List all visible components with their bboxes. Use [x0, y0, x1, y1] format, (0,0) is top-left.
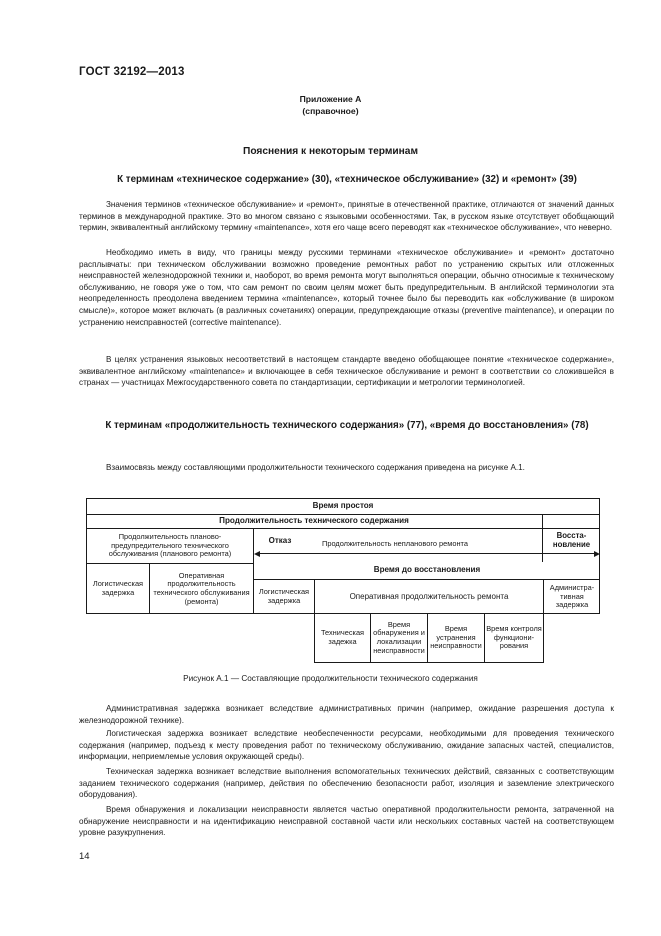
paragraph-4: Взаимосвязь между составляющими продолжительности технического содержания приведена на рисунке А.1. — [106, 463, 525, 472]
logistic-delay-2-cell: Логистическая задержка — [258, 587, 310, 605]
restoration-label: Восста-новление — [552, 531, 591, 549]
failure-arrow-icon — [254, 551, 260, 557]
operative-planned-cell: Оперативная продолжительность технического обслуживания (ремонта) — [153, 570, 250, 606]
failure-label: Отказ — [268, 535, 292, 545]
repair-time-cell: Время устранения неисправности — [430, 623, 482, 651]
paragraph-1: Значения терминов «техническое обслуживание» и «ремонт», принятые в отечественной практике, отличаются от значений данных терминов в международной практике. Это во многом связано с языковыми особенностями. Так, в русском языке отсутствует обобщающий термин, эквивалентный английскому термину «maintenance», хотя его чаще всего переводят как «техническое обслуживание», что неверно. — [79, 200, 614, 233]
planned-duration-cell: Продолжительность планово-предупредительного технического обслуживания (планового ремонта) — [108, 531, 232, 559]
figure-caption: Рисунок А.1 — Составляющие продолжительности технического содержания — [183, 674, 478, 683]
annex-type: (справочное) — [302, 106, 359, 116]
paragraph-5: Административная задержка возникает вследствие административных причин (например, ожидание разрешения доступа к железнодорожной технике). — [79, 704, 614, 725]
paragraph-8: Время обнаружения и локализации неисправности является частью оперативной продолжительности ремонта, затраченной на обнаружение неисправности и на идентификацию неисправной составной части или нескольких составных частей на соответствующем уровне разукрупнения. — [79, 805, 614, 838]
subsection-1-title: К терминам «техническое содержание» (30), «техническое обслуживание» (32) и «ремонт» (39) — [117, 174, 577, 185]
annex-title: Приложение А — [299, 94, 362, 104]
restoration-arrow-icon — [594, 551, 600, 557]
logistic-delay-1-cell: Логистическая задержка — [92, 579, 144, 597]
check-time-cell: Время контроля функциони-рования — [486, 623, 542, 651]
paragraph-3: В целях устранения языковых несоответствий в настоящем стандарте введено обобщающее понятие «техническое содержание», эквивалентное английскому «maintenance» и включающее в себя техническое обслуживание и ремонт в соответствии со сложившейся в странах — участницах Межгосударственного совета по стандартизации, сертификации и метрологии терминологией. — [79, 355, 614, 388]
unplanned-duration-cell: Продолжительность непланового ремонта — [322, 538, 468, 548]
maintenance-duration-cell: Продолжительность технического содержания — [219, 515, 409, 525]
time-to-restoration-cell: Время до восстановления — [373, 565, 481, 575]
operative-repair-cell: Оперативная продолжительность ремонта — [349, 591, 509, 601]
paragraph-6: Логистическая задержка возникает вследствие необеспеченности ресурсами, необходимыми для проведения технического содержания (например, подъезд к месту проведения работ по техническому обслуживанию, ожидание запасных частей, специалистов, информации, неприемлемые условия окружающей среды). — [79, 729, 614, 762]
admin-delay-cell: Администра-тивная задержка — [549, 582, 595, 610]
detection-time-cell: Время обнаружения и локализации неисправности — [373, 619, 425, 655]
paragraph-2: Необходимо иметь в виду, что границы между русскими терминами «техническое обслуживание» и «ремонт» достаточно расплывчаты: при техническом обслуживании возможно проведение ремонтных работ по устранению скрытых или отложенных неисправностей железнодорожной техники и, наоборот, во время ремонта могут выполняться операции, обычно относимые к техническому обслуживанию, не говоря уже о том, что сам ремонт по своим целям может быть предупредительным. В английской терминологии эта неопределенность преодолена введением термина «maintenance», который точнее было бы переводить как «обслуживание (в широком смысле)», которое может включать (в различных сочетаниях) операции, предупреждающие отказы (preventive maintenance), и операции по устранению неисправностей (corrective maintenance). — [79, 248, 614, 327]
downtime-cell: Время простоя — [312, 501, 374, 511]
technical-delay-cell: Техническая задежка — [320, 628, 365, 646]
standard-header: ГОСТ 32192—2013 — [79, 66, 185, 78]
page-number: 14 — [79, 851, 90, 862]
subsection-2-title: К терминам «продолжительность технического содержания» (77), «время до восстановления» (78) — [105, 420, 589, 431]
paragraph-7: Техническая задержка возникает вследствие выполнения вспомогательных технических действий, связанных с соответствующим заданием технического содержания (например, действия по обеспечению безопасности работ, изоляция и заземление электрического оборудования). — [79, 767, 614, 800]
section-title: Пояснения к некоторым терминам — [243, 146, 418, 157]
